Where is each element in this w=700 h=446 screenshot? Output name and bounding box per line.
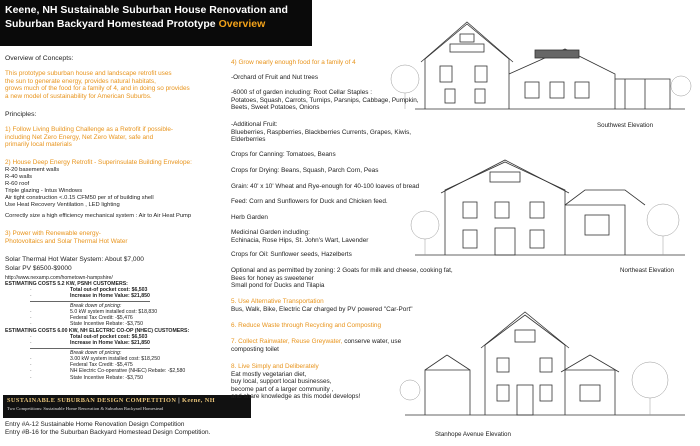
intro-line: the sun to generate energy, provides natural habitats,: [5, 77, 156, 85]
intro-line: a new model of sustainability for American Suburbs.: [5, 92, 152, 100]
feed-text: Feed: Corn and Sunflowers for Duck and Chicken feed.: [231, 198, 388, 205]
mechanical-system: Correctly size a high efficiency mechanical system : Air to Air Heat Pump: [5, 213, 192, 219]
competition-name: SUSTAINABLE SUBURBAN DESIGN COMPETITION: [7, 397, 177, 404]
competition-banner: [3, 395, 251, 418]
estimate-row: Total out-of pocket cost: $6,503: [70, 334, 148, 340]
northeast-elevation-label: Northeast Elevation: [620, 267, 674, 274]
principle-3: [5, 230, 128, 245]
competition-location: Keene, NH: [182, 397, 215, 404]
intro-text: [5, 70, 190, 100]
estimate-1-rows: [70, 287, 150, 299]
divider: [30, 301, 150, 302]
zoning-text: [231, 267, 453, 290]
principle-5-heading: 5. Use Alternative Transportation: [231, 298, 324, 305]
principle-4-heading: 4) Grow nearly enough food for a family of 4: [231, 59, 356, 66]
insulation-item: Use Heat Recovery Ventilation , LED lighting: [5, 202, 120, 208]
intro-line: This prototype suburban house and landscape retrofit uses: [5, 70, 172, 77]
canning-text: Crops for Canning: Tomatoes, Beans: [231, 151, 336, 158]
estimate-row: Total out-of pocket cost: $6,503: [70, 287, 148, 293]
southwest-elevation-label: Southwest Elevation: [597, 122, 654, 129]
principle-8-line: Eat mostly vegetarian diet,: [231, 370, 307, 378]
title-banner: [0, 0, 312, 46]
insulation-item: R-20 basement walls: [5, 167, 60, 173]
southwest-elevation-drawing: [385, 4, 697, 134]
insulation-item: R-40 walls: [5, 174, 33, 180]
title-highlight: Overview: [218, 18, 266, 30]
bullet-dots: · ·: [30, 334, 32, 347]
stanhope-elevation-drawing: [385, 300, 697, 430]
estimate-1-heading: ESTIMATING COSTS 5.2 KW, PSNH CUSTOMERS:: [5, 281, 128, 287]
fruit-line: Elderberries: [231, 136, 266, 144]
fruit-line: Blueberries, Raspberries, Blackberries Currents, Grapes, Kiwis,: [231, 128, 412, 136]
estimate-row: Increase in Home Value: $21,850: [70, 293, 150, 300]
principle-7-heading: 7. Collect Rainwater, Reuse Greywater,: [231, 338, 343, 345]
principle-7-tail: conserve water, use: [342, 338, 402, 345]
medicinal-line: Echinacia, Rose Hips, St. John's Wart, Lavender: [231, 236, 369, 244]
competition-title: SUSTAINABLE SUBURBAN DESIGN COMPETITION | Keene, NH: [7, 397, 215, 404]
title-line-2-prefix: Suburban Backyard Homestead Prototype: [5, 18, 216, 30]
title-line-1: Keene, NH Sustainable Suburban House Renovation and: [5, 4, 288, 16]
breakdown-2-heading: Break down of pricing:: [70, 350, 122, 356]
oil-text: Crops for Oil: Sunflower seeds, Hazelberts: [231, 251, 352, 258]
breakdown-row: Federal Tax Credit: -$5,475: [70, 362, 133, 369]
insulation-item: Air tight construction <.0.15 CFM50 per sf of building shell: [5, 195, 154, 201]
divider: [30, 348, 150, 349]
northeast-elevation-drawing: [385, 150, 697, 270]
breakdown-2-list: [70, 356, 185, 381]
insulation-item: Triple glazing - Intus Windows: [5, 188, 83, 194]
principle-6-heading: 6. Reduce Waste through Recycling and Composting: [231, 322, 382, 329]
solar-costs: [5, 256, 144, 273]
principle-1: [5, 126, 173, 149]
bullet-dots: · ·: [30, 287, 32, 300]
garden-line: Potatoes, Squash, Carrots, Turnips, Parsnips, Cabbage, Pumpkin,: [231, 96, 419, 104]
zoning-line: Optional and as permitted by zoning: 2 Goats for milk and cheese, cooking fat,: [231, 267, 453, 274]
estimate-2-heading: ESTIMATING COSTS 6.00 KW, NH ELECTRIC CO-OP (NHEC) CUSTOMERS:: [5, 328, 190, 334]
garden-line: Beets, Sweet Potatoes, Onions: [231, 104, 320, 112]
breakdown-row: Federal Tax Credit: -$5,476: [70, 315, 133, 322]
principle-8-line: buy local, support local businesses,: [231, 378, 332, 386]
entry-line: Entry #B-16 for the Suburban Backyard Homestead Design Competition.: [5, 428, 211, 436]
zoning-line: Small pond for Ducks and Tilapia: [231, 282, 325, 290]
principle-1-line: including Net Zero Energy, Net Zero Water, safe and: [5, 133, 154, 141]
principle-1-line: 1) Follow Living Building Challenge as a Retrofit if possible-: [5, 126, 174, 133]
intro-line: grows much of the food for a family of 4, and in doing so provides: [5, 85, 190, 93]
principles-heading: Principles:: [5, 111, 37, 118]
breakdown-1-heading: Break down of pricing:: [70, 303, 122, 309]
entry-line: Entry #A-12 Sustainable Home Renovation Design Competition: [5, 421, 185, 428]
bullet-dots: · · ·: [30, 309, 32, 328]
herb-text: Herb Garden: [231, 214, 268, 221]
principle-1-line: primarily local materials: [5, 141, 72, 149]
orchard-text: -Orchard of Fruit and Nut trees: [231, 74, 319, 81]
principle-3-line: 3) Power with Renewable energy-: [5, 230, 101, 237]
breakdown-row: 5.0 kW system installed cost: $18,830: [70, 309, 158, 315]
garden-line: -6000 sf of garden including: Root Cellar Staples :: [231, 89, 373, 96]
estimate-2-rows: [70, 334, 150, 346]
breakdown-row: NH Electric Co-operative (NHEC) Rebate: -$2,580: [70, 368, 186, 375]
estimate-row: Increase in Home Value: $21,850: [70, 340, 150, 347]
competition-subtitle: Two Competitions: Sustainable Home Renovation & Suburban Backyard Homestead: [7, 406, 164, 411]
solar-pv-cost: Solar PV $6500-$9000: [5, 264, 72, 272]
cost-source-url: http://www.nexamp.com/hometown-hampshire/: [5, 275, 113, 281]
principle-7-line-2: composting toilet: [231, 345, 279, 353]
principle-8-line: and share knowledge as this model develops!: [231, 393, 361, 401]
zoning-line: Bees for honey as sweetener: [231, 274, 314, 282]
stanhope-elevation-label: Stanhope Avenue Elevation: [435, 431, 511, 438]
principle-2-items: [5, 167, 154, 209]
breakdown-row: State Incentive Rebate: -$3,750: [70, 321, 143, 328]
entry-numbers: [5, 421, 210, 436]
breakdown-1-list: [70, 309, 157, 328]
overview-heading: Overview of Concepts:: [5, 55, 74, 62]
principle-3-line: Photovoltaics and Solar Thermal Hot Water: [5, 237, 128, 245]
drying-text: Crops for Drying: Beans, Squash, Parch Corn, Peas: [231, 167, 379, 174]
principle-8: [231, 363, 360, 401]
principle-8-line: become part of a larger community ,: [231, 385, 334, 393]
principle-2-heading: 2) House Deep Energy Retrofit - Superinsulate Building Envelope:: [5, 159, 192, 166]
title-line-2: [5, 17, 312, 31]
bullet-dots: · · · ·: [30, 356, 32, 381]
insulation-item: R-60 roof: [5, 181, 30, 187]
grain-text: Grain: 40' x 10' Wheat and Rye-enough for 40-100 loaves of bread: [231, 183, 420, 190]
medicinal-line: Medicinal Garden including:: [231, 229, 310, 236]
medicinal-text: [231, 229, 368, 244]
principle-7: [231, 338, 401, 353]
breakdown-row: 3.00 kW system installed cost: $18,250: [70, 356, 160, 362]
fruit-line: -Additional Fruit:: [231, 121, 278, 128]
principle-8-heading: 8. Live Simply and Deliberately: [231, 363, 319, 370]
solar-thermal-cost: Solar Thermal Hot Water System: About $7,000: [5, 256, 144, 263]
breakdown-row: State Incentive Rebate: -$3,750: [70, 374, 143, 381]
principle-5-text: Bus, Walk, Bike, Electric Car charged by PV powered "Car-Port": [231, 306, 413, 313]
